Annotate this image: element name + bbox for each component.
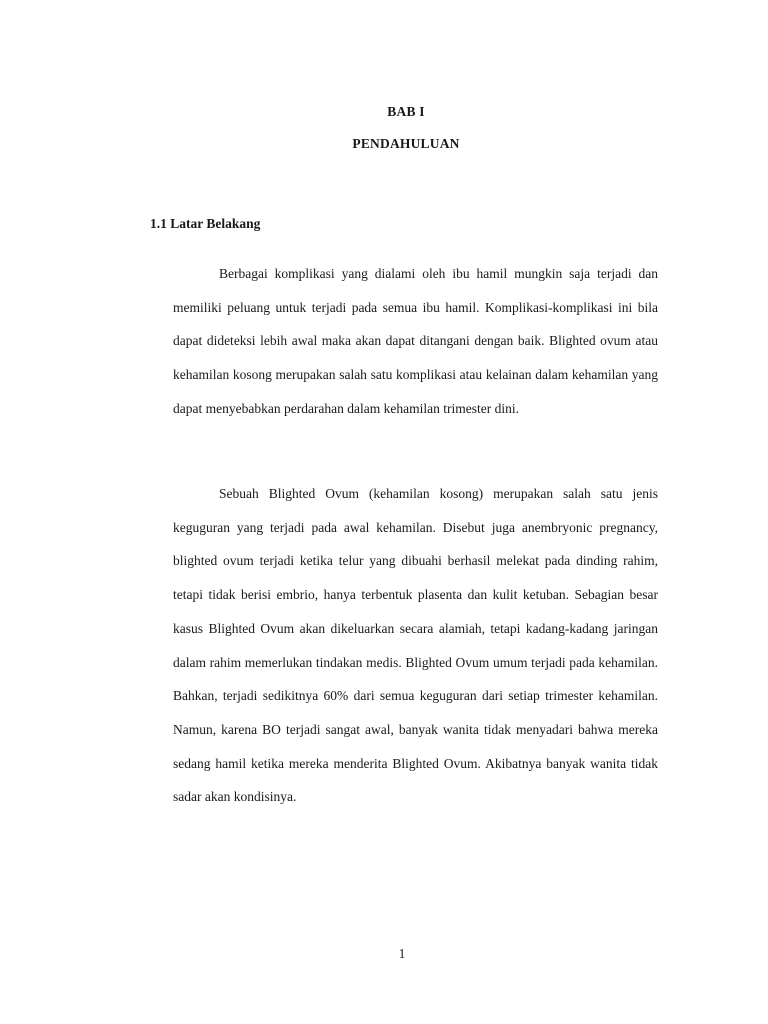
paragraph-2: Sebuah Blighted Ovum (kehamilan kosong) merupakan salah satu jenis keguguran yang terjadi pada awal kehamilan. Disebut juga anembryonic pregnancy, blighted ovum terjadi ketika telur yang dibuahi berhasil melekat pada dinding rahim, tetapi tidak berisi embrio, hanya terbentuk plasenta dan kulit ketuban. Sebagian besar kasus Blighted Ovum akan dikeluarkan secara alamiah, tetapi kadang-kadang jaringan dalam rahim memerlukan tindakan medis. Blighted Ovum umum terjadi pada kehamilan. Bahkan, terjadi sedikitnya 60% dari semua keguguran dari setiap trimester kehamilan. Namun, karena BO terjadi sangat awal, banyak wanita tidak menyadari bahwa mereka sedang hamil ketika mereka menderita Blighted Ovum. Akibatnya banyak wanita tidak sadar akan kondisinya.: [173, 486, 658, 805]
section-heading: 1.1 Latar Belakang: [150, 216, 261, 231]
chapter-number: BAB I: [387, 104, 425, 119]
chapter-title: PENDAHULUAN: [352, 136, 460, 151]
paragraph-1: Berbagai komplikasi yang dialami oleh ibu hamil mungkin saja terjadi dan memiliki peluang untuk terjadi pada semua ibu hamil. Komplikasi-komplikasi ini bila dapat dideteksi lebih awal maka akan dapat ditangani dengan baik. Blighted ovum atau kehamilan kosong merupakan salah satu komplikasi atau kelainan dalam kehamilan yang dapat menyebabkan perdarahan dalam kehamilan trimester dini.: [173, 266, 658, 416]
page-number: 1: [398, 946, 406, 961]
